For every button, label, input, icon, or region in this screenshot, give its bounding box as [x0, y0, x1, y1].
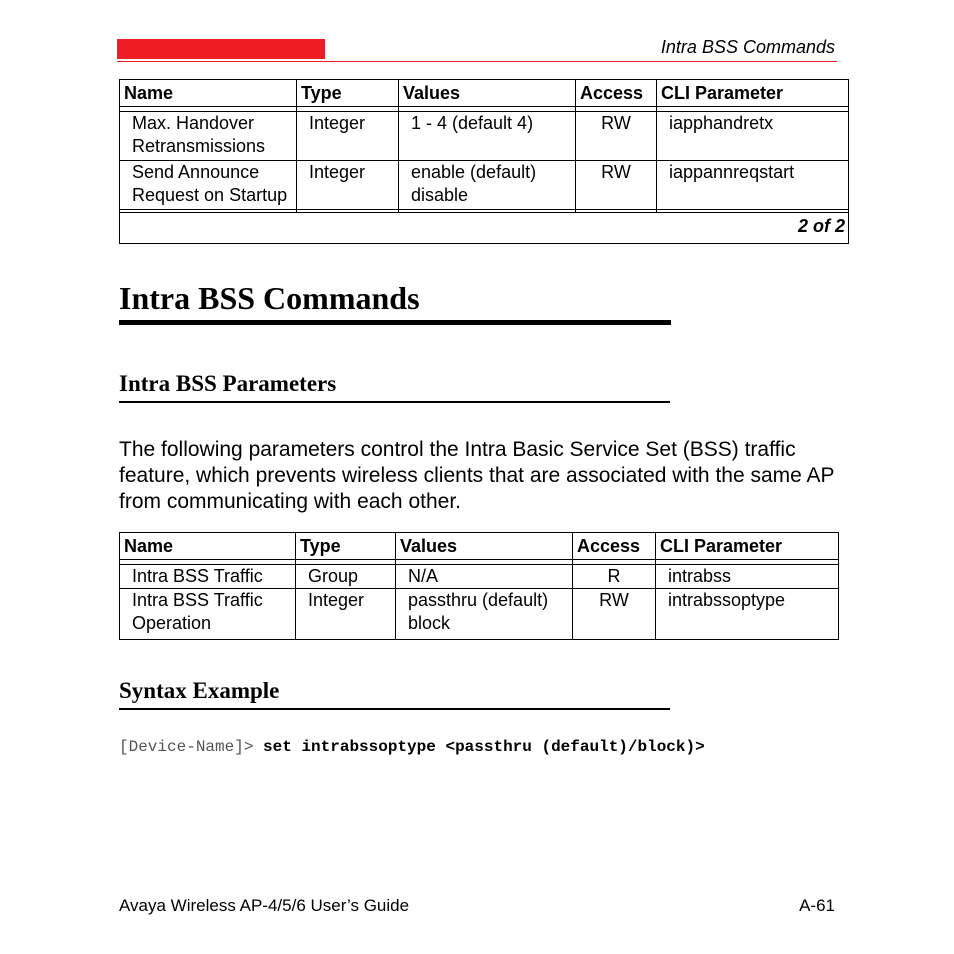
col-header-cli: CLI Parameter	[657, 80, 849, 107]
cell-type: Integer	[296, 589, 396, 640]
cell-type: Group	[296, 565, 396, 589]
syntax-heading: Syntax Example	[119, 678, 280, 703]
col-header-type: Type	[297, 80, 399, 107]
col-header-values: Values	[399, 80, 576, 107]
col-header-values: Values	[396, 533, 573, 560]
col-header-name: Name	[120, 533, 296, 560]
cell-cli: intrabss	[656, 565, 839, 589]
cell-type: Integer	[297, 112, 399, 161]
intra-bss-parameter-table	[119, 532, 839, 640]
parameters-heading-rule	[119, 401, 670, 403]
cell-values: passthru (default) block	[396, 589, 573, 640]
col-header-name: Name	[120, 80, 297, 107]
section-title: Intra BSS Commands	[119, 280, 420, 316]
cell-cli: intrabssoptype	[656, 589, 839, 640]
col-header-access: Access	[573, 533, 656, 560]
cell-values: 1 - 4 (default 4)	[399, 112, 576, 161]
table-row	[120, 161, 849, 210]
table-row	[120, 565, 839, 589]
cell-type: Integer	[297, 161, 399, 210]
syntax-heading-rule	[119, 708, 670, 710]
footer-guide-title: Avaya Wireless AP-4/5/6 User’s Guide	[119, 896, 410, 915]
cell-cli: iappannreqstart	[657, 161, 849, 210]
table-row	[120, 112, 849, 161]
cli-prompt: [Device-Name]>	[119, 738, 254, 756]
table-header-row	[120, 80, 849, 107]
description-paragraph: The following parameters control the Intra Basic Service Set (BSS) traffic feature, which prevents wireless clients that are associated with the same AP from communicating with each other.	[119, 438, 835, 513]
cell-access: RW	[576, 112, 657, 161]
col-header-cli: CLI Parameter	[656, 533, 839, 560]
col-header-access: Access	[576, 80, 657, 107]
cell-values: N/A	[396, 565, 573, 589]
cell-cli: iapphandretx	[657, 112, 849, 161]
cell-name: Send Announce Request on Startup	[120, 161, 297, 210]
syntax-example	[119, 737, 705, 757]
cell-values: enable (default) disable	[399, 161, 576, 210]
cell-access: RW	[576, 161, 657, 210]
cell-name: Intra BSS Traffic Operation	[120, 589, 296, 640]
cell-access: RW	[573, 589, 656, 640]
col-header-type: Type	[296, 533, 396, 560]
section-title-rule	[119, 320, 671, 325]
running-header-title: Intra BSS Commands	[660, 37, 835, 57]
cli-command: set intrabssoptype <passthru (default)/block)>	[263, 738, 705, 756]
footer-page-number: A-61	[799, 896, 835, 915]
cell-name: Max. Handover Retransmissions	[120, 112, 297, 161]
page-indicator: 2 of 2	[120, 213, 849, 244]
parameters-heading: Intra BSS Parameters	[119, 371, 337, 396]
header-red-bar	[117, 39, 325, 59]
table-footer-row	[120, 213, 849, 244]
continued-parameter-table	[119, 79, 849, 244]
header-rule	[117, 61, 837, 62]
cell-access: R	[573, 565, 656, 589]
table-header-row	[120, 533, 839, 560]
cell-name: Intra BSS Traffic	[120, 565, 296, 589]
table-row	[120, 589, 839, 640]
